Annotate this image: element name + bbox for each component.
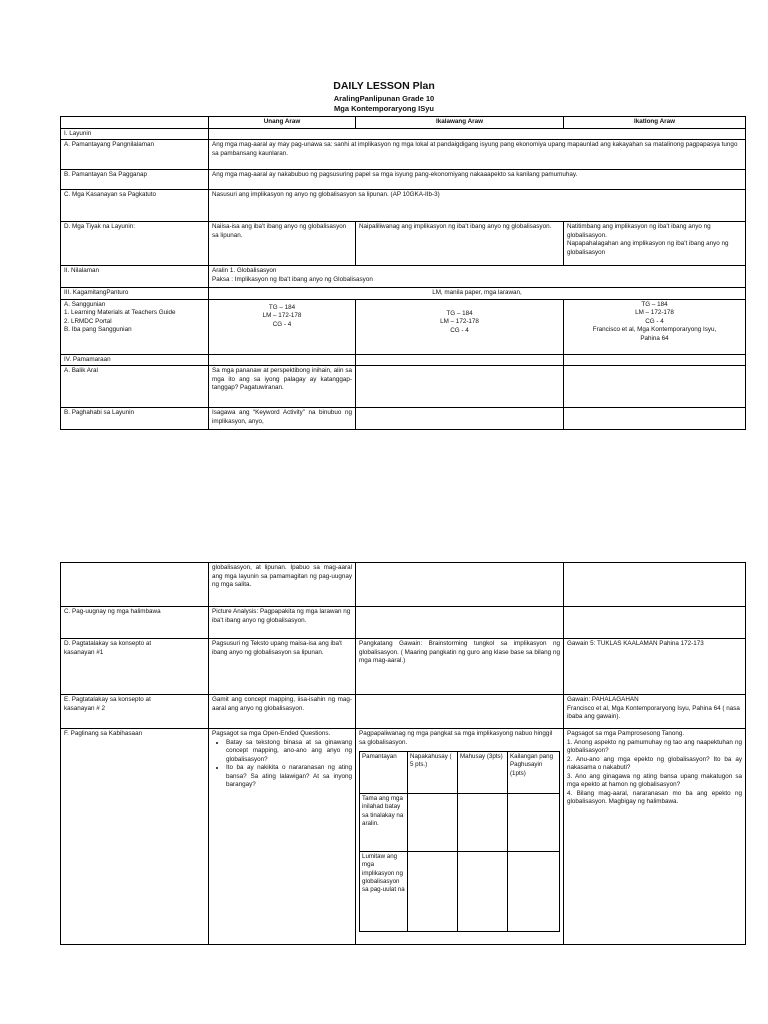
pagtatalakay1-label-line: kasanayan #1: [64, 648, 104, 656]
sanggunian-label-line: B. Iba pang Sanggunian: [64, 326, 132, 333]
kabihasaan-day2: [356, 729, 564, 945]
row-label-pamantayan-pagganap: B. Pamantayan Sa Pagganap: [61, 170, 209, 190]
sanggunian-day3-lm: LM – 172-178: [635, 309, 674, 316]
tiyak-na-layunin-day3: [564, 222, 746, 266]
sanggunian-day2: [356, 299, 564, 354]
kasanayan-text: Nasusuri ang implikasyon ng anyo ng globalisasyon sa lipunan. (AP 10GKA-IIb-3): [209, 190, 746, 222]
empty-cell: [356, 695, 564, 729]
document-title: DAILY LESSON Plan: [333, 80, 435, 92]
empty-cell: [356, 408, 564, 430]
sanggunian-day2-cg: CG - 4: [450, 326, 469, 334]
row-label-nilalaman: II. Nilalaman: [61, 266, 209, 288]
table-row: [61, 639, 746, 695]
rubric-header-pamantayan: Pamantayan: [360, 752, 408, 794]
section-label-pamamaraan: IV. Pamamaraan: [61, 354, 209, 366]
table-row: [61, 729, 746, 945]
kabihasaan-day3-intro: Pagsagot sa mga Pamprosesong Tanong.: [567, 730, 685, 737]
row-label-kasanayan: C. Mga Kasanayan sa Pagkatuto: [61, 190, 209, 222]
row-label-sanggunian: [61, 299, 209, 354]
rubric-row: [360, 852, 560, 932]
table-row: [61, 170, 746, 190]
sanggunian-day1-tg: TG – 184: [268, 303, 296, 311]
column-header-day2: Ikalawang Araw: [356, 117, 564, 129]
tiyak-na-layunin-day3-line1: Natitimbang ang implikasyon ng iba't ibang anyo ng globalisasyon.: [567, 223, 711, 239]
table-row: [61, 354, 746, 366]
sanggunian-label-line: 1. Learning Materials at Teachers Guide: [64, 309, 176, 316]
table-row: [61, 128, 746, 140]
nilalaman-line1: Aralin 1. Globalisasyon: [212, 267, 277, 274]
table-row: [61, 408, 746, 430]
pamantayang-pangnilalaman-text: Ang mga mag-aaral ay may pag-unawa sa: sanhi at implikasyon ng mga lokal at pandaigdigang isyung pang ekonomiya upang mapaunlad ang kakayahan sa matalinong pagpapasya tungo sa pambansang kaunlaran.: [209, 140, 746, 170]
row-label-pamantayang-pangnilalaman: A. Pamantayang Pangnilalaman: [61, 140, 209, 170]
rubric-header-kailangan: Kailangan pang Paghusayin (1pts): [508, 752, 560, 794]
sanggunian-day3-page: Pahina 64: [640, 334, 669, 342]
table-row: [61, 695, 746, 729]
pagtatalakay1-day3: Gawain 5: TUKLAS KAALAMAN Pahina 172-173: [564, 639, 746, 695]
tiyak-na-layunin-day3-line2: Napapahalagahan ang implikasyon ng iba't ibang anyo ng globalisasyon: [567, 240, 729, 256]
pagtatalakay1-label-line: D. Pagtatalakay sa konsepto at: [64, 640, 152, 647]
table-row: [61, 299, 746, 354]
sanggunian-day2-lm: LM – 172-178: [440, 318, 479, 325]
pagtatalakay2-label-line: kasanayan # 2: [64, 704, 105, 712]
kagamitang-text: LM, manila paper, mga larawan,: [209, 288, 746, 300]
row-label-kagamitang: III. KagamitangPanturo: [61, 288, 209, 300]
document-subject: AralingPanlipunan Grade 10: [333, 94, 435, 103]
rubric-empty-cell: [508, 794, 560, 852]
sanggunian-day3-cg: CG - 4: [645, 317, 664, 325]
lesson-plan-table-page1: [60, 116, 746, 430]
question-item: 2. Anu-ano ang mga epekto ng globalisasyon? Ito ba ay nakasama o nakabuti?: [567, 755, 742, 771]
question-item: 1. Anong aspekto ng pamumuhay ng tao ang naapektuhan ng globalisasyon?: [567, 738, 742, 754]
row-label-kabihasaan: F. Paglinang sa Kabihasaan: [61, 729, 209, 945]
row-label-paghahabi: B. Paghahabi sa Layunin: [61, 408, 209, 430]
table-row: [61, 222, 746, 266]
column-header-day3: Ikatlong Araw: [564, 117, 746, 129]
empty-cell: [209, 128, 746, 140]
table-header-row: [61, 117, 746, 129]
paghahabi-day1-continued: globalisasyon, at lipunan. Ipabuo sa mag-aaral ang mga layunin sa pamamagitan ng pag-uugnay ng mga salita.: [209, 563, 356, 607]
pagtatalakay2-day1: Gamit ang concept mapping, iisa-isahin ng mag-aaral ang anyo ng globalisasyon.: [209, 695, 356, 729]
tiyak-na-layunin-day2: Naipaliliwanag ang implikasyon ng iba't ibang anyo ng globalisasyon.: [356, 222, 564, 266]
rubric-table: [359, 751, 560, 932]
header-blank-cell: [61, 117, 209, 129]
kabihasaan-day1-list: [212, 739, 352, 790]
kabihasaan-day3: [564, 729, 746, 945]
sanggunian-label-line: 2. LRMDC Portal: [64, 317, 112, 325]
section-label-layunin: I. Layunin: [61, 128, 209, 140]
rubric-criterion: Tama ang mga inilahad batay sa tinalakay na aralin.: [360, 794, 408, 852]
list-item: • Ito ba ay nakikita o nararanasan ng ating bansa? Sa ating lalawigan? At sa inyong barangay?: [226, 764, 352, 790]
empty-cell: [564, 354, 746, 366]
empty-cell: [356, 607, 564, 639]
pagtatalakay1-day2: Pangkatang Gawain: Brainstorming tungkol sa implikasyon ng globalisasyon. ( Maaring pangkatin ng guro ang klase base sa bilang ng mga mag-aaral.): [356, 639, 564, 695]
nilalaman-line2: Paksa : Implikasyon ng Iba't ibang anyo ng Globalisasyon: [212, 275, 373, 283]
lesson-plan-table-page2: [60, 562, 746, 945]
paghahabi-day1: Isagawa ang “Keyword Activity” na binubuo ng implikasyon, anyo,: [209, 408, 356, 430]
empty-cell: [564, 408, 746, 430]
list-item: • Batay sa tekstong binasa at sa ginawang concept mapping, ano-ano ang anyo ng globalisasyon?: [226, 739, 352, 765]
pag-uugnay-day1: Picture Analysis: Pagpapakita ng mga larawan ng iba't ibang anyo ng globalisasyon.: [209, 607, 356, 639]
row-label-tiyak-na-layunin: D. Mga Tiyak na Layunin:: [61, 222, 209, 266]
rubric-criterion: Lumitaw ang mga implikasyon ng globalisasyon sa pag-uulat na: [360, 852, 408, 932]
nilalaman-text: [209, 266, 746, 288]
empty-cell: [356, 563, 564, 607]
row-label-pagtatalakay1: [61, 639, 209, 695]
rubric-row: [360, 794, 560, 852]
sanggunian-day3: [564, 299, 746, 354]
table-row: [61, 266, 746, 288]
column-header-day1: Unang Araw: [209, 117, 356, 129]
table-row: [61, 366, 746, 408]
empty-cell: [564, 607, 746, 639]
row-label-pag-uugnay: C. Pag-uugnay ng mga halimbawa: [61, 607, 209, 639]
table-row: [61, 140, 746, 170]
empty-cell: [356, 354, 564, 366]
question-item: 3. Ano ang ginagawa ng ating bansa upang makatugon sa mga epekto at hamon ng globalisasyon?: [567, 772, 742, 788]
table-row: [61, 563, 746, 607]
pagtatalakay2-day3-title: Gawain: PAHALAGAHAN: [567, 696, 639, 703]
empty-cell: [61, 563, 209, 607]
rubric-header-row: [360, 752, 560, 794]
sanggunian-day3-tg: TG – 184: [641, 300, 668, 308]
tiyak-na-layunin-day1: Naiisa-isa ang iba't ibang anyo ng globalisasyon sa lipunan.: [209, 222, 356, 266]
kabihasaan-day1-intro: Pagsagot sa mga Open-Ended Questions.: [212, 730, 331, 737]
table-row: [61, 288, 746, 300]
document-topic: Mga Kontemporaryong ISyu: [333, 104, 434, 113]
sanggunian-day1: [209, 299, 356, 354]
rubric-empty-cell: [508, 852, 560, 932]
sanggunian-day3-book: Francisco et al, Mga Kontemporaryong Isyu,: [592, 326, 717, 333]
rubric-empty-cell: [408, 794, 458, 852]
empty-cell: [356, 366, 564, 408]
empty-cell: [209, 354, 356, 366]
pagtatalakay2-label-line: E. Pagtatalakay sa konsepto at: [64, 696, 151, 703]
rubric-header-mahusay: Mahusay (3pts): [458, 752, 508, 794]
pagtatalakay1-day1: Pagsusuri ng Teksto upang maisa-isa ang iba't ibang anyo ng globalisasyon sa lipunan.: [209, 639, 356, 695]
empty-cell: [564, 563, 746, 607]
row-label-pagtatalakay2: [61, 695, 209, 729]
rubric-empty-cell: [458, 852, 508, 932]
rubric-empty-cell: [408, 852, 458, 932]
kabihasaan-day2-intro: Pagpapaliwanag ng mga pangkat sa mga implikasyong nabuo hinggil sa globalisasyon.: [359, 730, 553, 746]
question-item: 4. Bilang mag-aaral, nararanasan mo ba ang epekto ng globalisasyon. Magbigay ng halimbawa.: [567, 789, 742, 805]
table-row: [61, 607, 746, 639]
row-label-balik-aral: A. Balik Aral: [61, 366, 209, 408]
pagtatalakay2-day3-ref: Francisco et al, Mga Kontemporaryong Isyu, Pahina 64 ( nasa ibaba ang gawain).: [567, 704, 740, 720]
pagtatalakay2-day3: [564, 695, 746, 729]
empty-cell: [564, 366, 746, 408]
rubric-header-napakahusay: Napakahusay ( 5 pts.): [408, 752, 458, 794]
sanggunian-day1-lm: LM – 172-178: [262, 312, 302, 319]
rubric-empty-cell: [458, 794, 508, 852]
kabihasaan-day1: [209, 729, 356, 945]
balik-aral-day1: Sa mga pananaw at perspektibong inihain, alin sa mga ito ang sa iyong palagay ay katanggap-tanggap? Pagatuwiranan.: [209, 366, 356, 408]
pamantayan-pagganap-text: Ang mga mag-aaral ay nakabubuo ng pagsusuring papel sa mga isyung pang-ekonomiyang nakaaapekto sa kanilang pamumuhay.: [209, 170, 746, 190]
sanggunian-day2-tg: TG – 184: [446, 309, 473, 317]
sanggunian-day1-cg: CG - 4: [272, 320, 292, 328]
sanggunian-label-line: A. Sanggunian: [64, 300, 106, 308]
table-row: [61, 190, 746, 222]
